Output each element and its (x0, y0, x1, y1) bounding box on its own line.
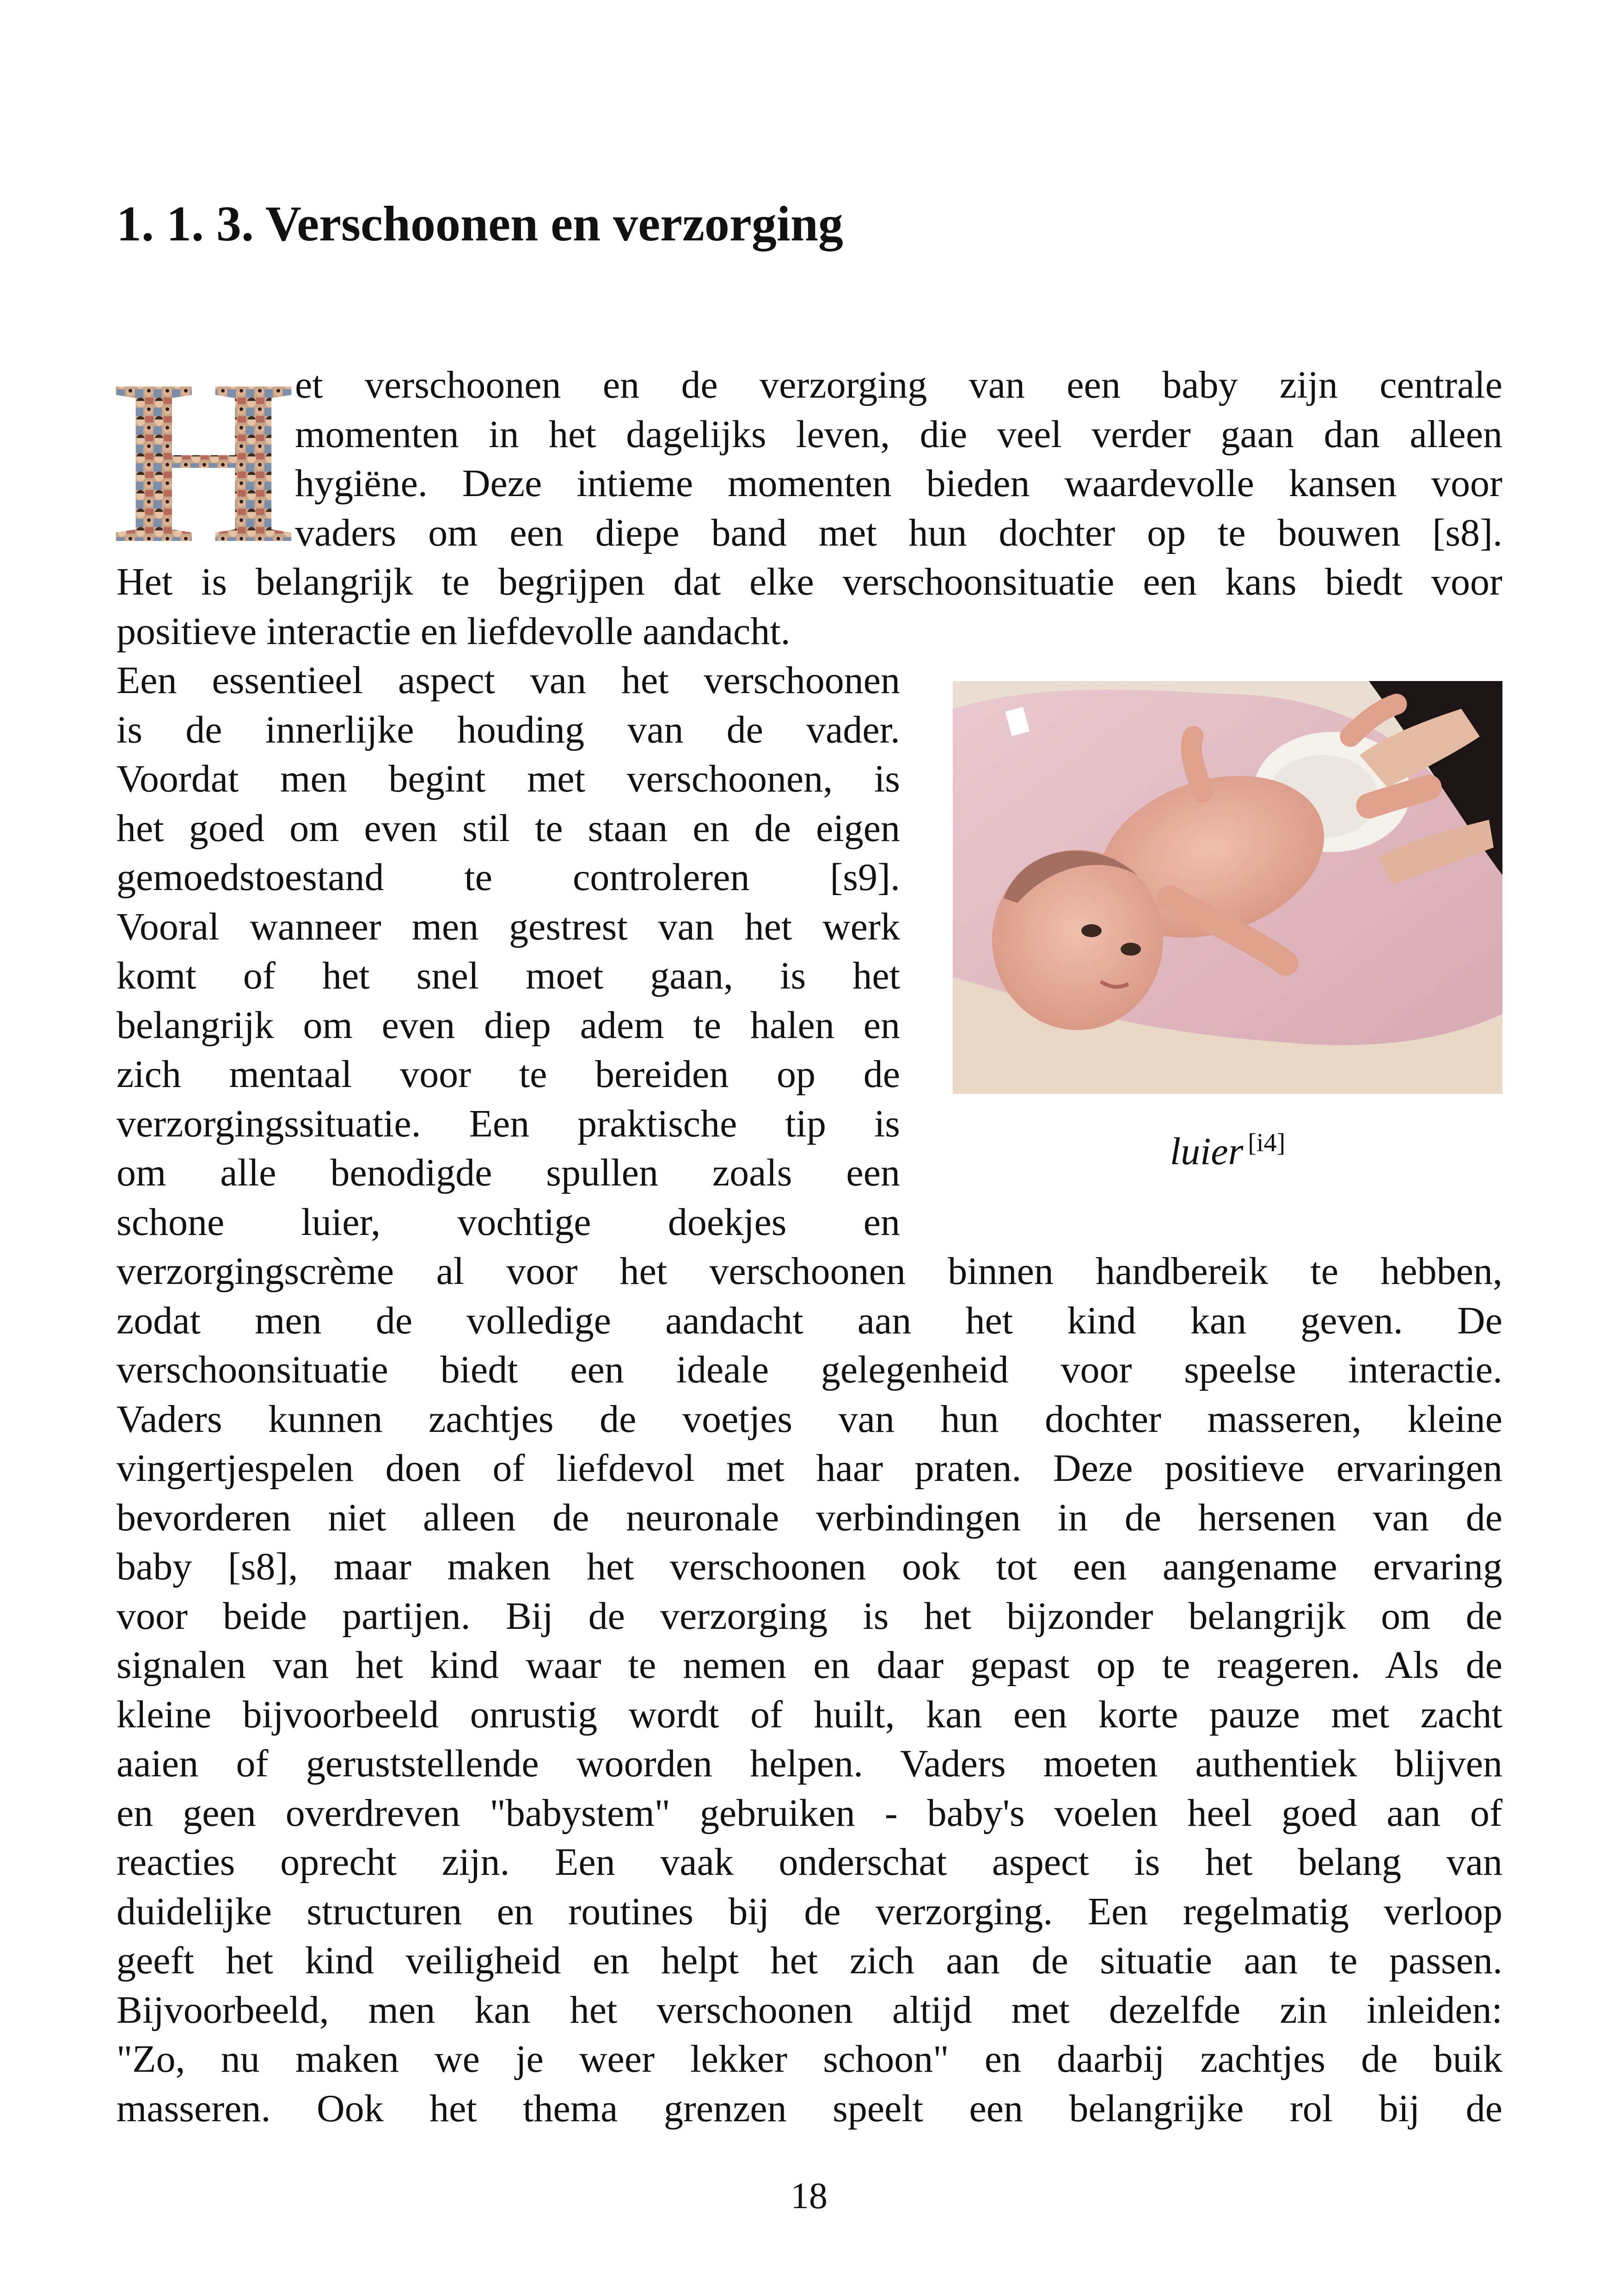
text-line: geeft het kind veiligheid en helpt het zich aan de situatie aan te passen. (116, 1939, 1502, 1982)
text-line: kleine bijvoorbeeld onrustig wordt of huilt, kan een korte pauze met zacht (116, 1693, 1502, 1736)
text-line: en geen overdreven "babystem" gebruiken - baby's voelen heel goed aan of (116, 1791, 1502, 1835)
figure-reference: [i4] (1248, 1129, 1286, 1157)
text-line: voor beide partijen. Bij de verzorging is het bijzonder belangrijk om de (116, 1594, 1502, 1638)
body-text (116, 361, 1502, 2133)
text-line: Vaders kunnen zachtjes de voetjes van hun dochter masseren, kleine (116, 1397, 1502, 1441)
text-line: verzorgingssituatie. Een praktische tip is (116, 1102, 900, 1145)
text-line: gemoedstoestand te controleren [s9]. (116, 856, 900, 899)
section-heading: 1. 1. 3. Verschoonen en verzorging (116, 196, 843, 252)
text-line: vaders om een diepe band met hun dochter op te bouwen [s8]. (295, 511, 1502, 554)
text-line: verschoonsituatie biedt een ideale gelegenheid voor speelse interactie. (116, 1348, 1502, 1391)
text-line: baby [s8], maar maken het verschoonen ook tot een aangename ervaring (116, 1545, 1502, 1588)
text-line: Voordat men begint met verschoonen, is (116, 757, 900, 800)
text-line: et verschoonen en de verzorging van een baby zijn centrale (295, 363, 1502, 406)
svg-text:H: H (112, 332, 295, 592)
text-line: positieve interactie en liefdevolle aandacht. (116, 609, 791, 653)
text-line: Bijvoorbeeld, men kan het verschoonen altijd met dezelfde zin inleiden: (116, 1988, 1502, 2032)
text-line: duidelijke structuren en routines bij de verzorging. Een regelmatig verloop (116, 1890, 1502, 1933)
text-line: "Zo, nu maken we je weer lekker schoon" en daarbij zachtjes de buik (116, 2038, 1502, 2081)
text-line: momenten in het dagelijks leven, die veel verder gaan dan alleen (295, 412, 1502, 456)
text-line: signalen van het kind waar te nemen en daar gepast op te reageren. Als de (116, 1644, 1502, 1687)
text-line: is de innerlijke houding van de vader. (116, 708, 900, 751)
text-line: Het is belangrijk te begrijpen dat elke verschoonsituatie een kans biedt voor (116, 560, 1502, 603)
text-line: hygiëne. Deze intieme momenten bieden waardevolle kansen voor (295, 462, 1502, 505)
text-line: schone luier, vochtige doekjes en (116, 1200, 900, 1244)
text-line: reacties oprecht zijn. Een vaak onderschat aspect is het belang van (116, 1841, 1502, 1884)
text-line: Vooral wanneer men gestrest van het werk (116, 905, 900, 948)
text-line: komt of het snel moet gaan, is het (116, 954, 900, 997)
text-line: masseren. Ook het thema grenzen speelt een belangrijke rol bij de (116, 2087, 1502, 2130)
text-line: zich mentaal voor te bereiden op de (116, 1053, 900, 1096)
text-line: het goed om even stil te staan en de eigen (116, 806, 900, 850)
text-line: vingertjespelen doen of liefdevol met haar praten. Deze positieve ervaringen (116, 1447, 1502, 1490)
text-line: verzorgingscrème al voor het verschoonen binnen handbereik te hebben, (116, 1250, 1502, 1293)
page-number: 18 (791, 2176, 827, 2216)
text-line: belangrijk om even diep adem te halen en (116, 1003, 900, 1047)
text-line: bevorderen niet alleen de neuronale verbindingen in de hersenen van de (116, 1496, 1502, 1539)
figure-caption-text: luier (1170, 1130, 1244, 1173)
text-line: Een essentieel aspect van het verschoonen (116, 659, 900, 702)
text-line: om alle benodigde spullen zoals een (116, 1151, 900, 1194)
text-line: aaien of geruststellende woorden helpen. Vaders moeten authentiek blijven (116, 1742, 1502, 1785)
text-line: zodat men de volledige aandacht aan het kind kan geven. De (116, 1299, 1502, 1342)
